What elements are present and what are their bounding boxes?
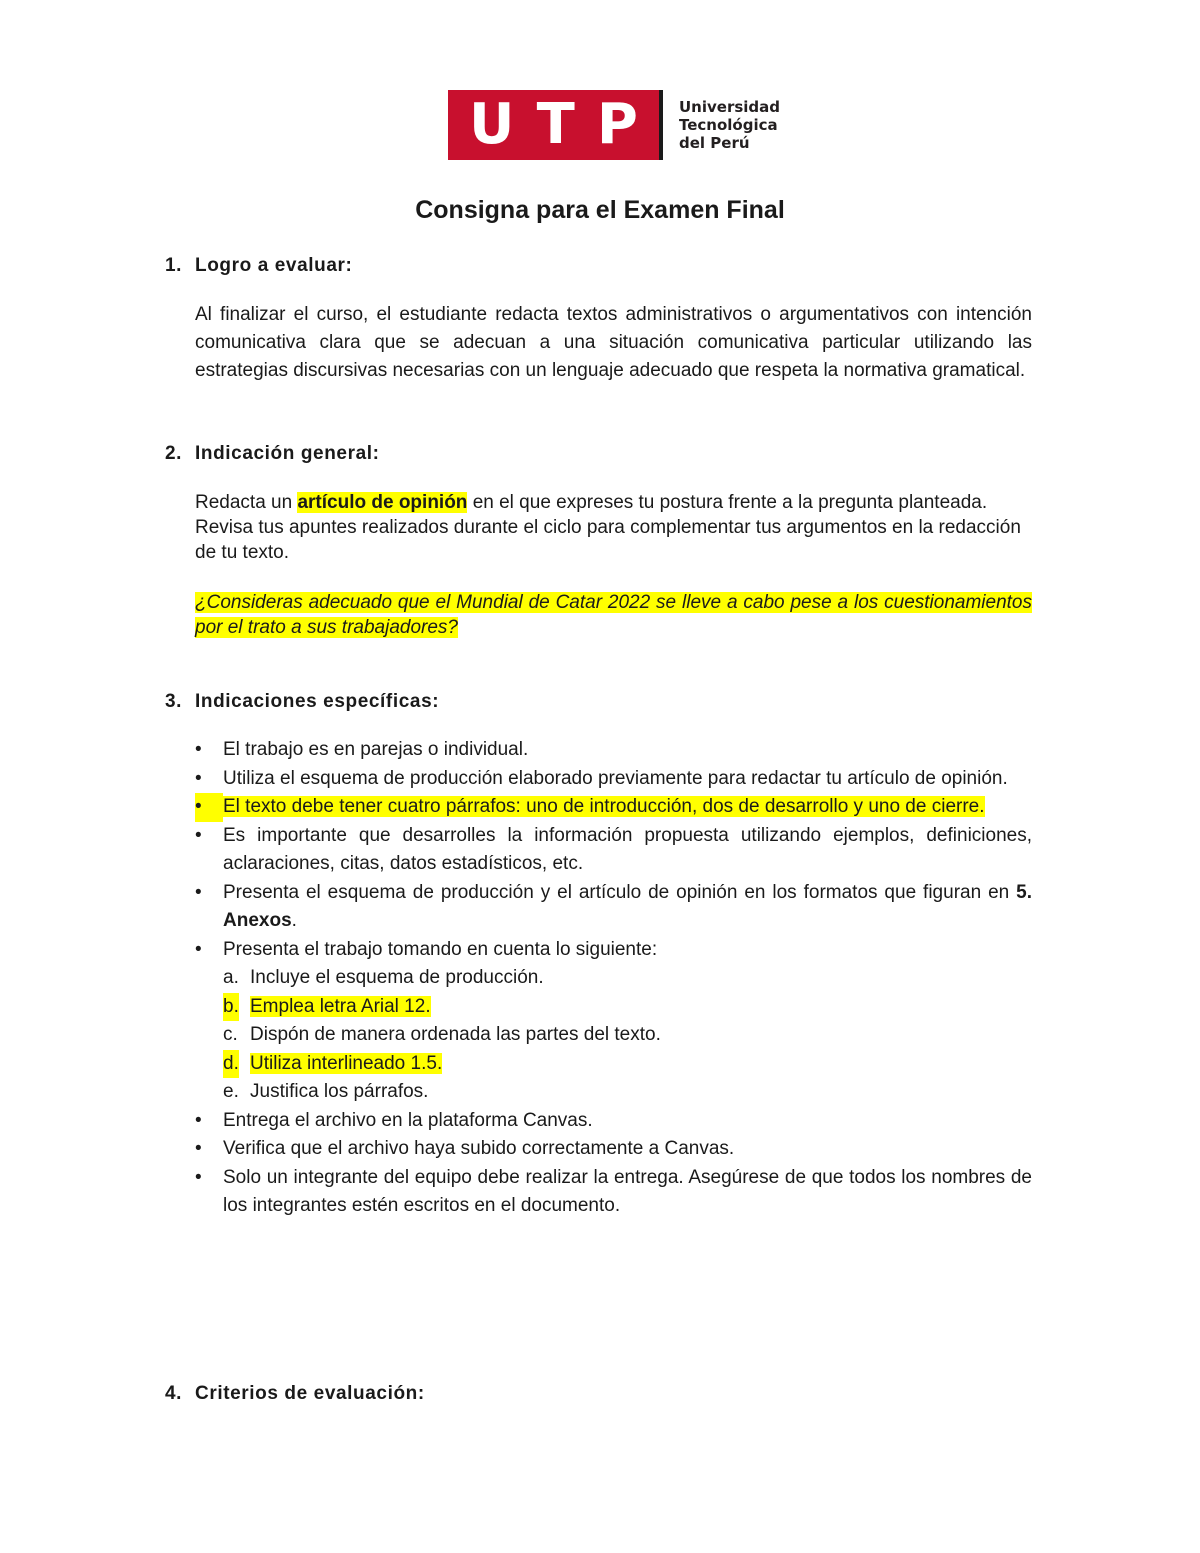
section-4-heading [165,1383,425,1405]
list-item [195,765,1032,794]
highlighted-term: artículo de opinión [297,492,468,513]
list-item [195,879,1032,936]
logo-name-line-1: Universidad [679,98,781,116]
section-title: Indicaciones específicas: [195,691,440,712]
section-number: 3. [165,691,183,712]
sublist-letter: e. [223,1081,239,1102]
section-1-text: Al finalizar el curso, el estudiante redacta textos administrativos o argumentativos con intención comunicativa clara que se adecuan a una situación comunicativa particular utilizando las estrategias discursivas necesarias con un lenguaje adecuado que respeta la normativa gramatical. [195,304,1032,381]
section-1-heading [165,255,352,277]
sublist-text: Justifica los párrafos. [250,1081,429,1102]
sublist-letter: c. [223,1024,238,1045]
logo-letter-t: T [536,92,575,157]
section-number: 2. [165,443,183,464]
list-item-text: Solo un integrante del equipo debe realizar la entrega. Asegúrese de que todos los nombres de los integrantes estén escritos en el documento. [223,1166,1032,1216]
bullet: • [195,767,202,789]
sublist-item [223,1021,1032,1050]
text-run: Presenta el esquema de producción y el artículo de opinión en los formatos que figuran en [223,881,1017,903]
logo-letter-p: P [596,92,638,157]
bullet: • [195,1109,202,1131]
bullet: • [195,938,202,960]
section-title: Indicación general: [195,443,380,464]
document-title: Consigna para el Examen Final [415,196,785,224]
bullet: • [195,824,202,846]
bullet: • [195,881,202,903]
list-item-text: Es importante que desarrolles la información propuesta utilizando ejemplos, definiciones, aclaraciones, citas, datos estadísticos, etc. [223,824,1032,874]
list-item [195,736,1032,765]
utp-logo [448,90,780,160]
format-sublist [223,964,1032,1107]
text-run: . [291,910,297,931]
logo-separator [659,90,663,160]
list-item-text: Presenta el trabajo tomando en cuenta lo siguiente: [223,938,658,960]
section-2-heading [165,443,380,465]
list-item [195,1107,1032,1136]
logo-name-line-3: del Perú [679,134,750,152]
list-item [195,1164,1032,1221]
section-title: Criterios de evaluación: [195,1383,425,1404]
sublist-item [223,1050,1032,1079]
annex-reference: 5. Anexos [223,881,1032,931]
list-item [195,793,1032,822]
list-item-text: Verifica que el archivo haya subido correctamente a Canvas. [223,1138,735,1159]
list-item-text: Utiliza el esquema de producción elaborado previamente para redactar tu artículo de opinión. [223,767,1008,789]
sublist-item [223,993,1032,1022]
sublist-text: Emplea letra Arial 12. [250,995,431,1017]
bullet: • [195,739,202,760]
sublist-letter: a. [223,967,239,988]
list-item [195,822,1032,879]
logo-name-line-2: Tecnológica [679,116,778,134]
text-run: en el que expreses tu postura frente a la pregunta planteada. Revisa tus apuntes realizados durante el ciclo para complementar tus argumentos en la redacción de tu texto. [195,492,1021,563]
sublist-text: Utiliza interlineado 1.5. [250,1052,443,1074]
section-title: Logro a evaluar: [195,255,353,276]
list-item-text: El trabajo es en parejas o individual. [223,739,529,760]
logo-mark [448,90,659,160]
section-3-heading [165,691,439,713]
sublist-letter: d. [223,1050,239,1079]
logo-letter-u: U [469,92,515,157]
logo-wordmark [679,98,780,152]
sublist-item [223,964,1032,993]
sublist-item [223,1078,1032,1107]
list-item-text: El texto debe tener cuatro párrafos: uno de introducción, dos de desarrollo y uno de cierre. [223,796,985,817]
sublist-text: Incluye el esquema de producción. [250,967,544,988]
bullet: • [195,1166,202,1188]
sublist-letter: b. [223,993,239,1022]
section-number: 4. [165,1383,183,1404]
list-item-text: Entrega el archivo en la plataforma Canvas. [223,1109,593,1131]
list-item [195,1135,1032,1164]
bullet: • [195,1138,202,1159]
section-number: 1. [165,255,183,276]
question-text [195,590,1032,640]
highlighted-question: ¿Consideras adecuado que el Mundial de Catar 2022 se lleve a cabo pese a los cuestionamientos por el trato a sus trabajadores? [195,592,1032,638]
list-item [195,936,1032,1107]
bullet: • [195,793,223,822]
section-2-text [195,490,1032,565]
specific-indications-list [195,736,1032,1221]
sublist-text: Dispón de manera ordenada las partes del texto. [250,1024,661,1045]
text-run: Redacta un [195,492,298,513]
